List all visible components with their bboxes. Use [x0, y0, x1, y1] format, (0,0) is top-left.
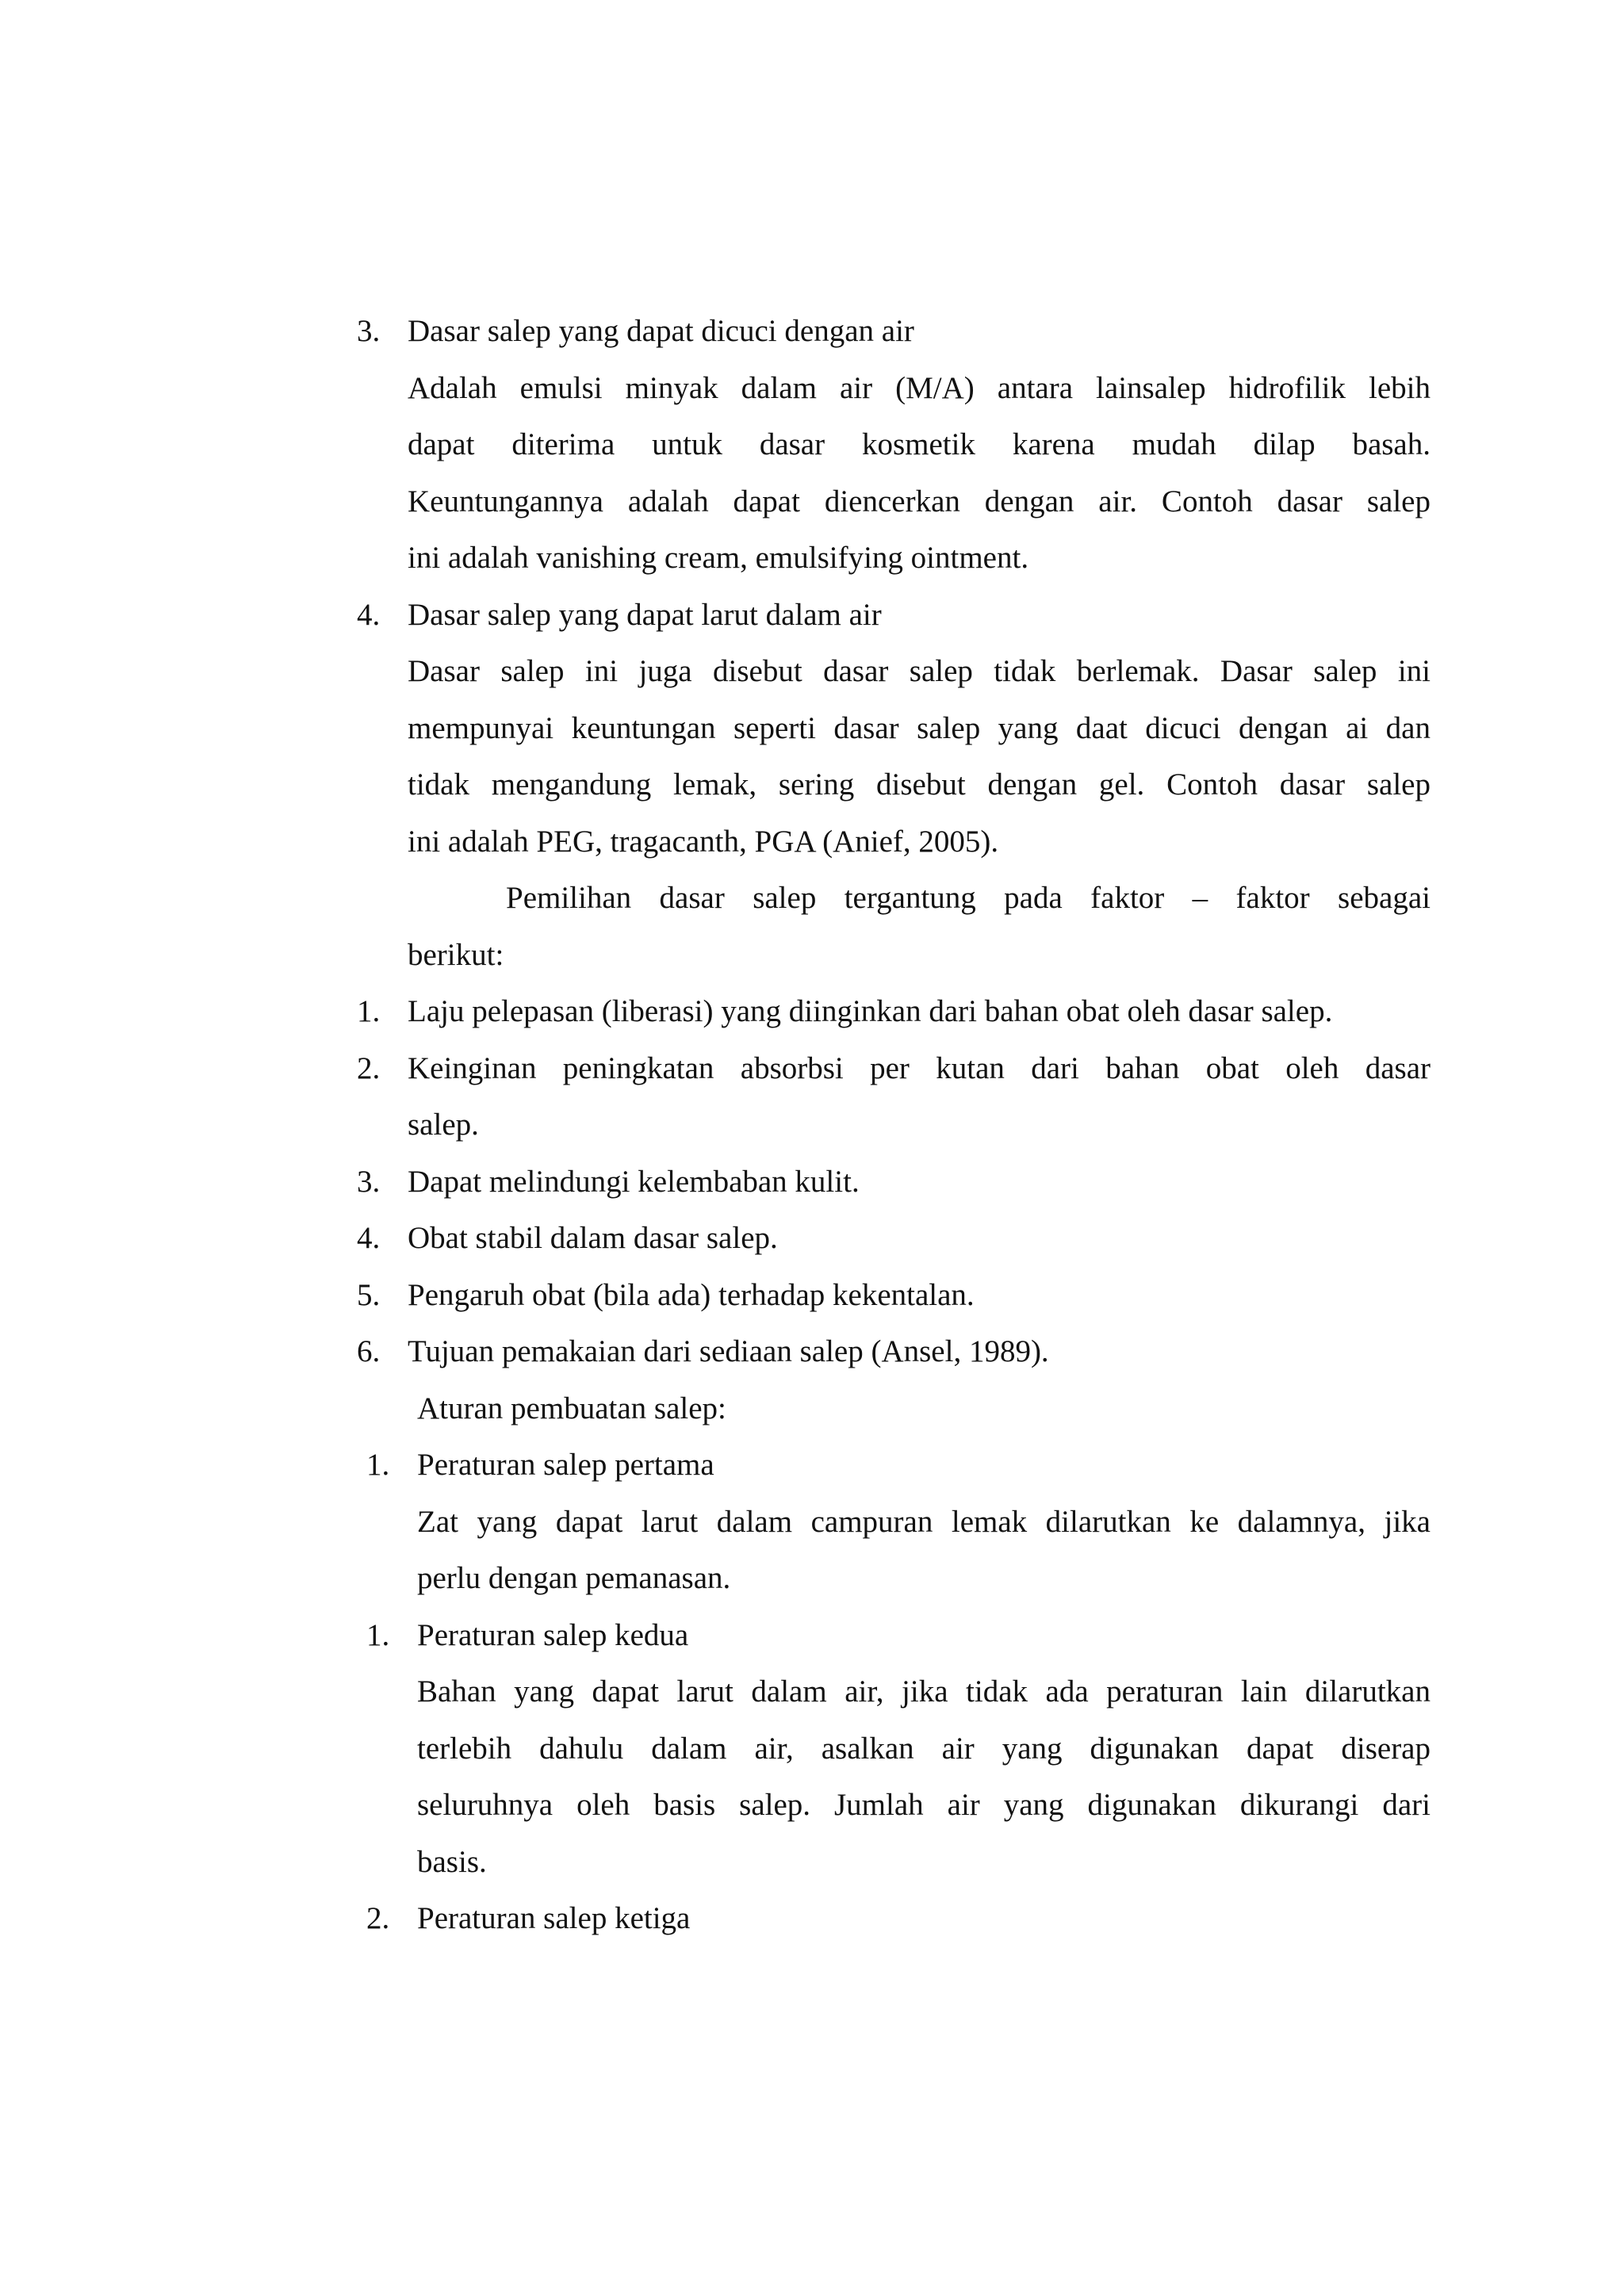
line-text: tidak mengandung lemak, sering disebut dengan gel. Contoh dasar salep: [408, 767, 1431, 802]
paragraph-line: [357, 813, 1388, 871]
line-text: perlu dengan pemanasan.: [417, 1561, 731, 1595]
paragraph-line: [357, 1663, 1431, 1720]
line-text: Dasar salep yang dapat larut dalam air: [408, 597, 882, 632]
line-text: salep.: [408, 1108, 479, 1142]
list-number: 2.: [357, 1050, 381, 1085]
list-number: 6.: [357, 1334, 381, 1368]
line-text: Dasar salep ini juga disebut dasar salep tidak berlemak. Dasar salep ini: [408, 654, 1431, 688]
line-text: Laju pelepasan (liberasi) yang diinginkan dari bahan obat oleh dasar salep.: [408, 994, 1333, 1028]
line-text: Peraturan salep kedua: [417, 1617, 689, 1652]
line-text: seluruhnya oleh basis salep. Jumlah air yang digunakan dikurangi dari: [417, 1788, 1431, 1822]
list-number: 2.: [366, 1901, 390, 1935]
list-item: [357, 1437, 1388, 1494]
line-text: Pengaruh obat (bila ada) terhadap kekentalan.: [408, 1277, 975, 1312]
paragraph-line: [357, 1380, 1388, 1437]
line-text: berikut:: [408, 937, 504, 972]
list-number: 4.: [357, 597, 381, 632]
paragraph-line: [357, 756, 1431, 813]
line-text: Aturan pembuatan salep:: [417, 1391, 726, 1425]
list-number: 4.: [357, 1221, 381, 1255]
paragraph-line: [357, 360, 1431, 417]
line-text: Keuntungannya adalah dapat diencerkan dengan air. Contoh dasar salep: [408, 484, 1431, 519]
paragraph-line: [357, 927, 1388, 984]
paragraph-line: [357, 1777, 1431, 1834]
paragraph-line: [357, 1096, 1388, 1154]
list-number: 5.: [357, 1277, 381, 1312]
line-text: basis.: [417, 1844, 487, 1879]
list-number: 3.: [357, 1164, 381, 1199]
list-number: 1.: [366, 1617, 390, 1652]
line-text: Obat stabil dalam dasar salep.: [408, 1221, 778, 1255]
line-text: Keinginan peningkatan absorbsi per kutan dari bahan obat oleh dasar: [408, 1050, 1431, 1085]
list-item: [357, 1607, 1388, 1664]
list-item: [357, 1890, 1388, 1947]
list-item: [357, 587, 1388, 644]
list-item: [357, 1267, 1388, 1324]
line-text: Peraturan salep pertama: [417, 1448, 714, 1482]
list-item: [357, 303, 1388, 360]
list-number: 3.: [357, 314, 381, 348]
line-text: terlebih dahulu dalam air, asalkan air yang digunakan dapat diserap: [417, 1731, 1431, 1766]
line-text: ini adalah PEG, tragacanth, PGA (Anief, 2005).: [408, 824, 999, 859]
line-text: dapat diterima untuk dasar kosmetik karena mudah dilap basah.: [408, 427, 1431, 461]
list-item: [357, 1323, 1388, 1380]
list-item: [357, 1154, 1388, 1211]
list-item: [357, 983, 1388, 1040]
list-number: 1.: [366, 1448, 390, 1482]
line-text: Adalah emulsi minyak dalam air (M/A) antara lainsalep hidrofilik lebih: [408, 370, 1431, 405]
paragraph-line: [357, 416, 1431, 473]
list-item: [357, 1040, 1431, 1097]
line-text: Dasar salep yang dapat dicuci dengan air: [408, 314, 914, 348]
line-text: Peraturan salep ketiga: [417, 1901, 691, 1935]
document-body: [357, 303, 1431, 1947]
line-text: Pemilihan dasar salep tergantung pada faktor – faktor sebagai: [506, 881, 1431, 915]
line-text: mempunyai keuntungan seperti dasar salep yang daat dicuci dengan ai dan: [408, 710, 1431, 745]
list-number: 1.: [357, 994, 381, 1028]
line-text: Dapat melindungi kelembaban kulit.: [408, 1164, 860, 1199]
line-text: Tujuan pemakaian dari sediaan salep (Ansel, 1989).: [408, 1334, 1049, 1368]
paragraph-line: [357, 530, 1388, 587]
paragraph-line: [357, 700, 1431, 757]
line-text: Zat yang dapat larut dalam campuran lemak dilarutkan ke dalamnya, jika: [417, 1504, 1431, 1539]
line-text: ini adalah vanishing cream, emulsifying ointment.: [408, 541, 1029, 575]
paragraph-line: [357, 1494, 1431, 1551]
paragraph-line: [357, 1834, 1388, 1891]
paragraph-line: [357, 473, 1431, 530]
paragraph-line: [357, 870, 1431, 927]
paragraph-line: [357, 643, 1431, 700]
list-item: [357, 1210, 1388, 1267]
paragraph-line: [357, 1550, 1388, 1607]
paragraph-line: [357, 1720, 1431, 1777]
line-text: Bahan yang dapat larut dalam air, jika tidak ada peraturan lain dilarutkan: [417, 1674, 1431, 1709]
